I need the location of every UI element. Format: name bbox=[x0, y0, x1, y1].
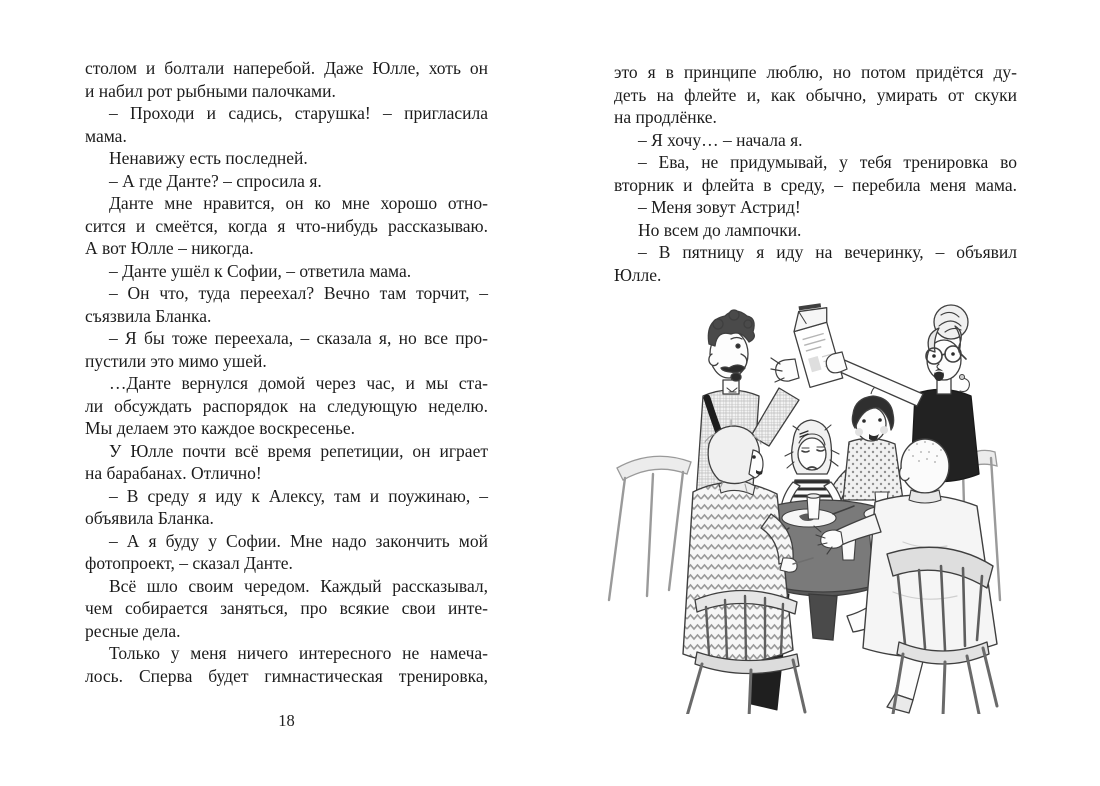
text-line: – Проходи и садись, старушка! – пригласила bbox=[109, 103, 488, 123]
text-line: сится и смеётся, когда я что-нибудь рассказываю. bbox=[85, 215, 488, 236]
text-line: – Ева, не придумывай, у тебя тренировка во bbox=[638, 152, 1017, 172]
text-line: пустили это мимо ушей. bbox=[85, 350, 267, 371]
text-line: – В среду я иду к Алексу, там и поужинаю, – bbox=[109, 485, 488, 506]
text-line: и набил рот рыбными палочками. bbox=[85, 80, 336, 101]
text-line: на барабанах. Отлично! bbox=[85, 463, 262, 483]
text-line: – А я буду у Софии. Мне надо закончить мой bbox=[109, 530, 488, 551]
text-line: объявила Бланка. bbox=[85, 508, 214, 528]
text-line: – Он что, туда переехал? Вечно там торчит, – bbox=[109, 283, 488, 303]
family-dinner-illustration bbox=[603, 302, 1015, 714]
text-line: Мы делаем это каждое воскресенье. bbox=[85, 418, 356, 438]
text-line: А вот Юлле – никогда. bbox=[85, 238, 254, 258]
text-line: Только у меня ничего интересного не намеча- bbox=[109, 643, 488, 663]
text-line: Данте мне нравится, он ко мне хорошо отно- bbox=[109, 193, 488, 213]
text-line: У Юлле почти всё время репетиции, он играет bbox=[109, 440, 488, 461]
text-line: Всё шло своим чередом. Каждый рассказывал, bbox=[109, 575, 488, 596]
text-line: Ненавижу есть последней. bbox=[109, 148, 308, 168]
text-line: – Меня зовут Астрид! bbox=[638, 197, 801, 217]
right-page-text bbox=[614, 61, 1017, 286]
text-line: – Я хочу… – начала я. bbox=[638, 129, 803, 150]
text-line: мама. bbox=[85, 125, 127, 146]
text-line: вторник и флейта в среду, – перебила меня мама. bbox=[614, 174, 1017, 195]
left-page-number: 18 bbox=[278, 711, 295, 730]
text-line: …Данте вернулся домой через час, и мы ста- bbox=[109, 373, 488, 393]
text-line: съязвила Бланка. bbox=[85, 305, 212, 326]
text-line: это я в принципе люблю, но потом придётся ду- bbox=[614, 62, 1017, 82]
text-line: столом и болтали наперебой. Даже Юлле, хоть он bbox=[85, 58, 488, 78]
teen-girl-figure bbox=[829, 386, 903, 500]
text-line: – В пятницу я иду на вечеринку, – объявил bbox=[638, 242, 1017, 262]
text-line: деть на флейте и, как обычно, умирать от скуки bbox=[614, 84, 1017, 105]
text-line: Юлле. bbox=[614, 264, 662, 285]
text-line: – Данте ушёл к Софии, – ответила мама. bbox=[109, 260, 412, 281]
text-line: ресные дела. bbox=[85, 620, 181, 641]
background-chair-left bbox=[609, 456, 691, 600]
text-line: чем собирается заняться, про всякие свои инте- bbox=[85, 598, 488, 618]
text-line: – Я бы тоже переехала, – сказала я, но все про- bbox=[109, 328, 488, 348]
text-line: лось. Сперва будет гимнастическая тренировка, bbox=[85, 665, 488, 686]
text-line: ли обсуждать распорядок на следующую неделю. bbox=[85, 395, 488, 416]
text-line: на продлёнке. bbox=[614, 107, 717, 127]
left-page-text bbox=[85, 57, 488, 687]
text-line: Но всем до лампочки. bbox=[638, 219, 802, 240]
text-line: – А где Данте? – спросила я. bbox=[109, 170, 322, 191]
text-line: фотопроект, – сказал Данте. bbox=[85, 553, 293, 573]
